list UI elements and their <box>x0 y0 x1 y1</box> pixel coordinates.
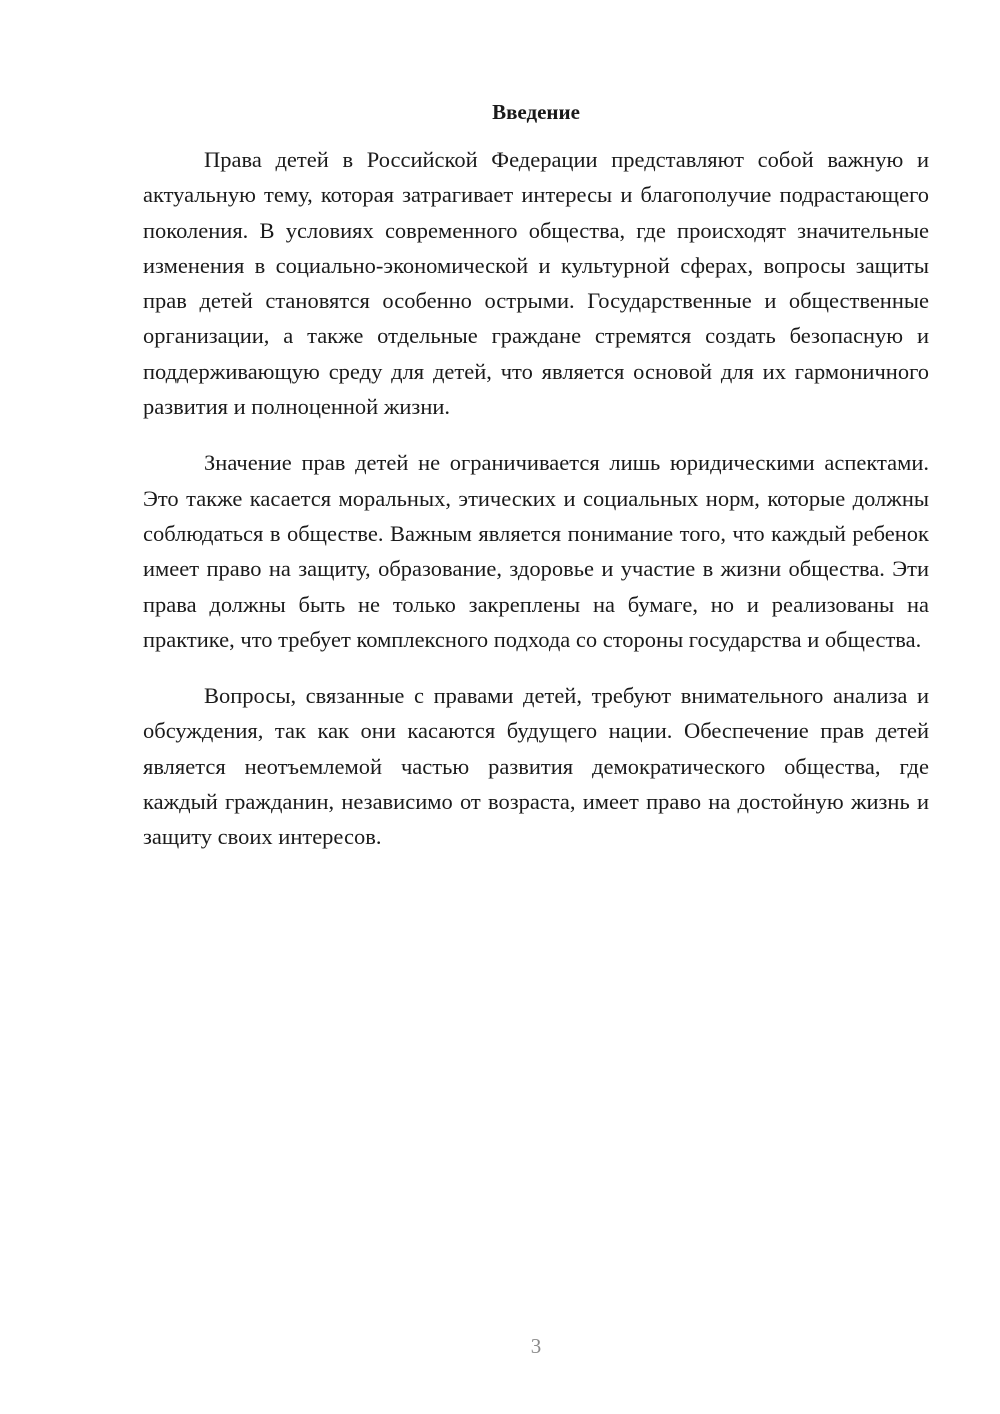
section-heading: Введение <box>492 100 580 124</box>
body-text <box>143 142 929 876</box>
paragraph-3: Вопросы, связанные с правами детей, требуют внимательного анализа и обсуждения, так как они касаются будущего нации. Обеспечение прав детей является неотъемлемой частью развития демократического общества, где каждый гражданин, независимо от возраста, имеет право на достойную жизнь и защиту своих интересов. <box>143 683 929 850</box>
paragraph-1: Права детей в Российской Федерации представляют собой важную и актуальную тему, которая затрагивает интересы и благополучие подрастающего поколения. В условиях современного общества, где происходят значительные изменения в социально-экономической и культурной сферах, вопросы защиты прав детей становятся особенно острыми. Государственные и общественные организации, а также отдельные граждане стремятся создать безопасную и поддерживающую среду для детей, что является основой для их гармоничного развития и полноценной жизни. <box>143 147 929 420</box>
paragraph-2: Значение прав детей не ограничивается лишь юридическими аспектами. Это также касается моральных, этических и социальных норм, которые должны соблюдаться в обществе. Важным является понимание того, что каждый ребенок имеет право на защиту, образование, здоровье и участие в жизни общества. Эти права должны быть не только закреплены на бумаге, но и реализованы на практике, что требует комплексного подхода со стороны государства и общества. <box>143 450 929 652</box>
page-number: 3 <box>530 1334 542 1358</box>
